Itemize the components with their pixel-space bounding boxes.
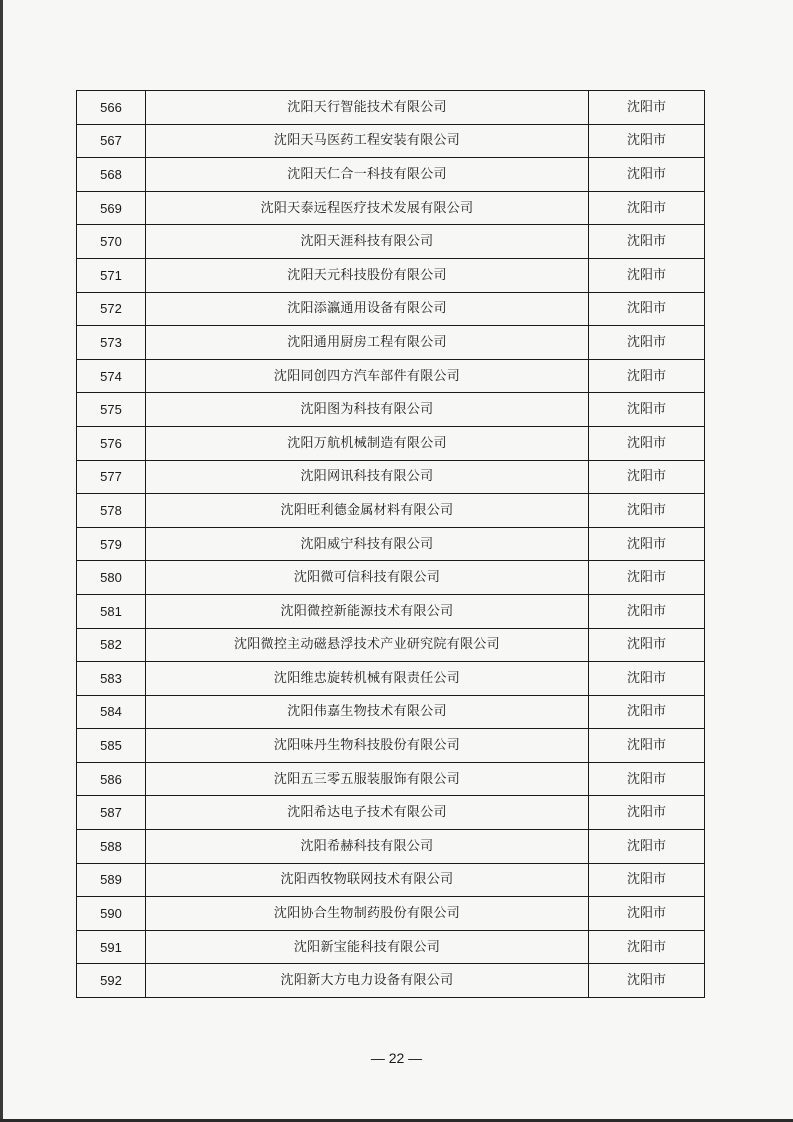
company-name: 沈阳希赫科技有限公司 — [146, 830, 589, 864]
company-name: 沈阳通用厨房工程有限公司 — [146, 326, 589, 360]
company-name: 沈阳天马医药工程安装有限公司 — [146, 124, 589, 158]
table-row — [77, 359, 705, 393]
table-row — [77, 796, 705, 830]
table-row — [77, 695, 705, 729]
company-list-table — [76, 90, 705, 998]
table-row — [77, 426, 705, 460]
table-row — [77, 729, 705, 763]
row-number: 580 — [77, 561, 146, 595]
city: 沈阳市 — [589, 124, 705, 158]
row-number: 574 — [77, 359, 146, 393]
company-name: 沈阳同创四方汽车部件有限公司 — [146, 359, 589, 393]
city: 沈阳市 — [589, 762, 705, 796]
company-name: 沈阳万航机械制造有限公司 — [146, 426, 589, 460]
table-row — [77, 225, 705, 259]
city: 沈阳市 — [589, 225, 705, 259]
row-number: 579 — [77, 527, 146, 561]
table-row — [77, 494, 705, 528]
company-name: 沈阳微可信科技有限公司 — [146, 561, 589, 595]
company-name: 沈阳天涯科技有限公司 — [146, 225, 589, 259]
table-row — [77, 762, 705, 796]
table-row — [77, 662, 705, 696]
city: 沈阳市 — [589, 258, 705, 292]
city: 沈阳市 — [589, 527, 705, 561]
company-name: 沈阳微控新能源技术有限公司 — [146, 594, 589, 628]
city: 沈阳市 — [589, 830, 705, 864]
city: 沈阳市 — [589, 561, 705, 595]
company-name: 沈阳希达电子技术有限公司 — [146, 796, 589, 830]
table-row — [77, 91, 705, 125]
table-row — [77, 594, 705, 628]
company-name: 沈阳威宁科技有限公司 — [146, 527, 589, 561]
row-number: 581 — [77, 594, 146, 628]
table-body — [77, 91, 705, 998]
table-row — [77, 561, 705, 595]
row-number: 584 — [77, 695, 146, 729]
row-number: 590 — [77, 897, 146, 931]
company-name: 沈阳伟嘉生物技术有限公司 — [146, 695, 589, 729]
row-number: 585 — [77, 729, 146, 763]
city: 沈阳市 — [589, 326, 705, 360]
city: 沈阳市 — [589, 494, 705, 528]
row-number: 575 — [77, 393, 146, 427]
company-name: 沈阳天仁合一科技有限公司 — [146, 158, 589, 192]
row-number: 582 — [77, 628, 146, 662]
company-name: 沈阳微控主动磁悬浮技术产业研究院有限公司 — [146, 628, 589, 662]
company-name: 沈阳维忠旋转机械有限责任公司 — [146, 662, 589, 696]
city: 沈阳市 — [589, 930, 705, 964]
table-row — [77, 897, 705, 931]
table-row — [77, 964, 705, 998]
row-number: 587 — [77, 796, 146, 830]
city: 沈阳市 — [589, 594, 705, 628]
table-row — [77, 830, 705, 864]
row-number: 591 — [77, 930, 146, 964]
row-number: 568 — [77, 158, 146, 192]
city: 沈阳市 — [589, 863, 705, 897]
row-number: 573 — [77, 326, 146, 360]
company-name: 沈阳味丹生物科技股份有限公司 — [146, 729, 589, 763]
table-row — [77, 158, 705, 192]
table-row — [77, 124, 705, 158]
company-name: 沈阳旺利德金属材料有限公司 — [146, 494, 589, 528]
city: 沈阳市 — [589, 426, 705, 460]
city: 沈阳市 — [589, 628, 705, 662]
table-row — [77, 527, 705, 561]
table-row — [77, 292, 705, 326]
city: 沈阳市 — [589, 393, 705, 427]
city: 沈阳市 — [589, 460, 705, 494]
company-name: 沈阳添瀛通用设备有限公司 — [146, 292, 589, 326]
row-number: 592 — [77, 964, 146, 998]
table-row — [77, 460, 705, 494]
city: 沈阳市 — [589, 695, 705, 729]
city: 沈阳市 — [589, 359, 705, 393]
city: 沈阳市 — [589, 191, 705, 225]
city: 沈阳市 — [589, 897, 705, 931]
table-row — [77, 863, 705, 897]
company-name: 沈阳五三零五服装服饰有限公司 — [146, 762, 589, 796]
company-name: 沈阳协合生物制药股份有限公司 — [146, 897, 589, 931]
row-number: 589 — [77, 863, 146, 897]
row-number: 586 — [77, 762, 146, 796]
row-number: 588 — [77, 830, 146, 864]
city: 沈阳市 — [589, 292, 705, 326]
table-row — [77, 393, 705, 427]
table-row — [77, 258, 705, 292]
company-name: 沈阳天行智能技术有限公司 — [146, 91, 589, 125]
row-number: 566 — [77, 91, 146, 125]
table-row — [77, 628, 705, 662]
city: 沈阳市 — [589, 662, 705, 696]
scan-edge-left — [0, 0, 3, 1122]
table-row — [77, 930, 705, 964]
city: 沈阳市 — [589, 964, 705, 998]
company-name: 沈阳天泰远程医疗技术发展有限公司 — [146, 191, 589, 225]
row-number: 576 — [77, 426, 146, 460]
table-row — [77, 326, 705, 360]
company-name: 沈阳新大方电力设备有限公司 — [146, 964, 589, 998]
company-name: 沈阳图为科技有限公司 — [146, 393, 589, 427]
city: 沈阳市 — [589, 796, 705, 830]
page-number: — 22 — — [370, 1050, 423, 1066]
row-number: 567 — [77, 124, 146, 158]
row-number: 572 — [77, 292, 146, 326]
city: 沈阳市 — [589, 729, 705, 763]
company-name: 沈阳天元科技股份有限公司 — [146, 258, 589, 292]
company-name: 沈阳网讯科技有限公司 — [146, 460, 589, 494]
company-name: 沈阳新宝能科技有限公司 — [146, 930, 589, 964]
row-number: 578 — [77, 494, 146, 528]
row-number: 571 — [77, 258, 146, 292]
company-name: 沈阳西牧物联网技术有限公司 — [146, 863, 589, 897]
row-number: 569 — [77, 191, 146, 225]
table-row — [77, 191, 705, 225]
row-number: 570 — [77, 225, 146, 259]
row-number: 577 — [77, 460, 146, 494]
row-number: 583 — [77, 662, 146, 696]
city: 沈阳市 — [589, 91, 705, 125]
city: 沈阳市 — [589, 158, 705, 192]
